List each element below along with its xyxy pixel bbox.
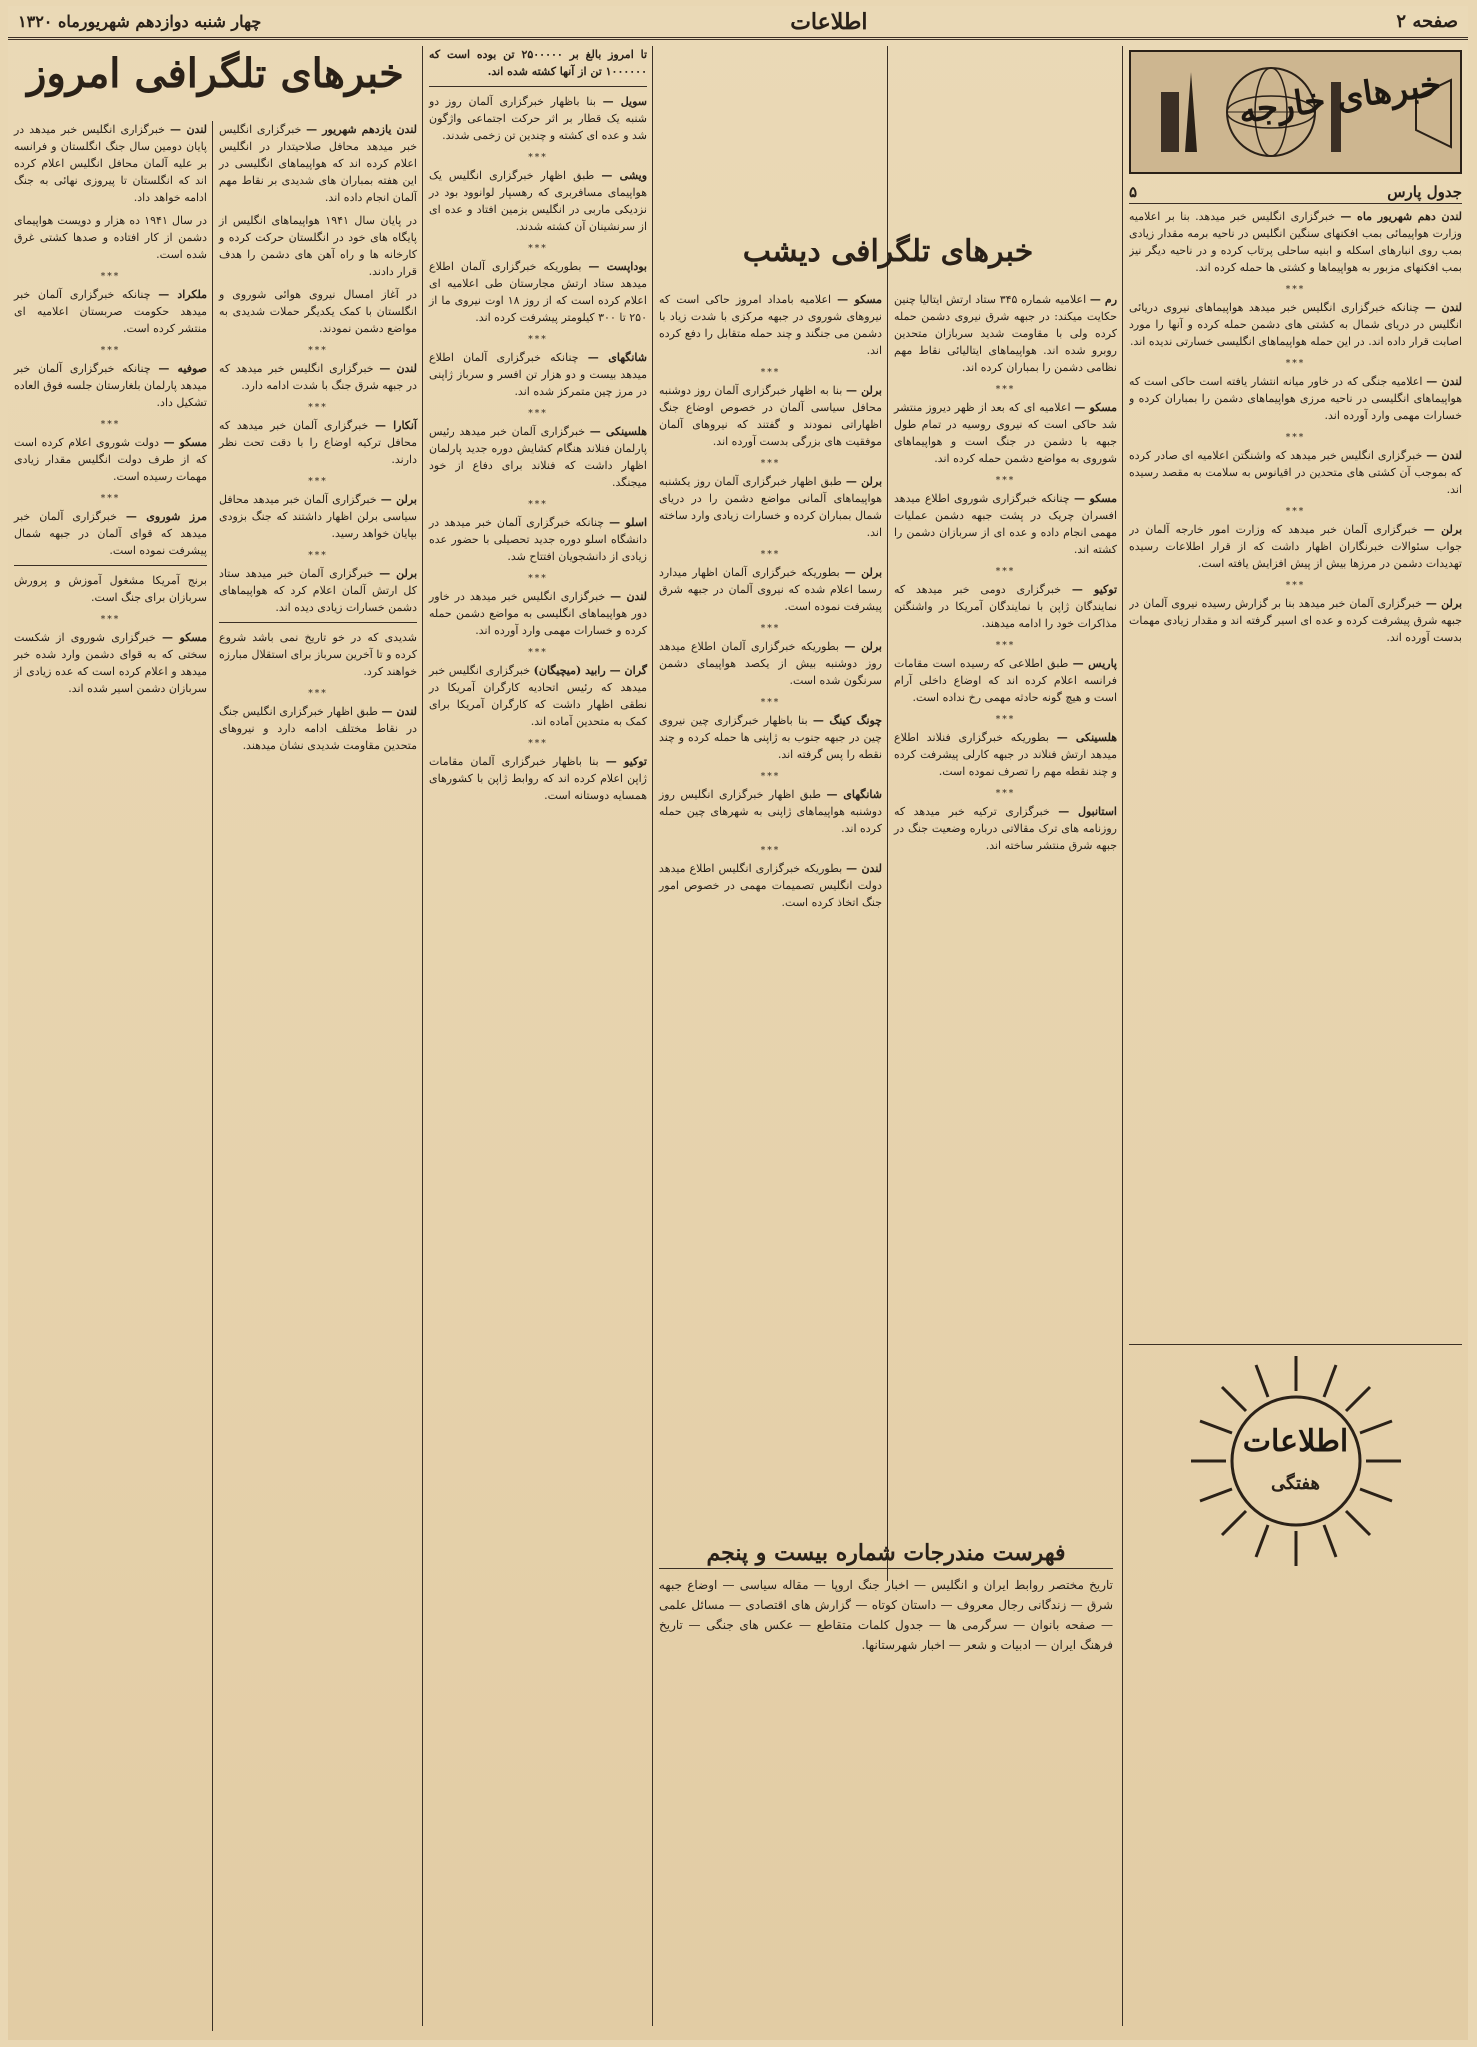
column-mark: ۵: [1129, 183, 1138, 201]
toc-title: فهرست مندرجات شماره بیست و پنجم: [706, 1541, 1066, 1566]
news-item: رم — اعلامیه شماره ۳۴۵ ستاد ارتش ایتالیا چنین حکایت میکند: در جبهه شرق نیروی دشمن حمله کرده ولی با مقاومت شدید سربازان متحدین روبرو شده اند. هواپیماهای ایتالیائی نقاط مهم نظامی دشمن را بمباران کرده اند.: [894, 293, 1118, 374]
news-item: *** شانگهای — طبق اظهار خبرگزاری انگلیس روز دوشنبه هواپیماهای ژاپنی به شهرهای چین حمله کرده اند.: [659, 772, 882, 835]
news-item: *** پاریس — طبق اطلاعی که رسیده است مقامات فرانسه اعلام کرده اند که اوضاع داخلی آرام است و هیچ گونه حادثه مهمی رخ نداده است.: [894, 641, 1117, 704]
news-item: در پایان سال ۱۹۴۱ هواپیماهای انگلیس از پایگاه های خود در انگلستان حرکت کرده و کارخانه ها و راه آهن های دشمن را هدف قرار دادند.: [219, 214, 417, 278]
news-item: *** برلن — طبق اظهار خبرگزاری آلمان روز یکشنبه هواپیماهای آلمانی مواضع دشمن را در دریای شمال بمباران کرده و خسارات زیادی وارد ساخته اند.: [659, 459, 883, 539]
news-item: *** لندن — چنانکه خبرگزاری انگلیس خبر میدهد هواپیماهای نیروی دریائی انگلیس در دریای شمال به کشتی های دشمن حمله کرده و آنها را مورد اصابت قرار داده اند. در این حمله هواپیماهای انگلیسی خسارتی ندیده اند.: [1129, 285, 1462, 348]
news-item: *** توکیو — بنا باظهار خبرگزاری آلمان مقامات ژاپن اعلام کرده اند که روابط ژاپن با کشورهای همسایه دوستانه است.: [429, 739, 647, 802]
news-item: *** آنکارا — خبرگزاری آلمان خبر میدهد که محافل ترکیه اوضاع را با دقت تحت نظر دارند.: [219, 403, 417, 466]
news-item: *** برلن — بنا به اظهار خبرگزاری آلمان روز دوشنبه محافل سیاسی آلمان در خصوص اوضاع جنگ اظهاراتی نمودند و گفتند که نیروهای آلمان موفقیت های بزرگی بدست آورده اند.: [659, 368, 882, 448]
left-headline-box: [8, 46, 423, 116]
news-item: *** مرز شوروی — خبرگزاری آلمان خبر میدهد که قوای آلمان در جبهه شمال پیشرفت نموده است.: [14, 494, 207, 557]
news-item: *** مسکو — دولت شوروی اعلام کرده است که از طرف دولت انگلیس مقدار زیادی مهمات رسیده است.: [14, 420, 207, 483]
left-headline: خبرهای تلگرافی امروز: [27, 50, 404, 97]
news-item: *** برلن — بطوریکه خبرگزاری آلمان اظهار میدارد رسما اعلام شده که نیروی آلمان در جبهه شرق پیشرفت نموده است.: [659, 550, 883, 613]
middle-headline-box: [653, 226, 1123, 286]
news-item: *** توکیو — خبرگزاری دومی خبر میدهد که نمایندگان ژاپن با نمایندگان آمریکا در واشنگتن مذاکرات خود را ادامه میدهند.: [894, 567, 1117, 630]
toc-box: [1129, 1351, 1462, 1571]
news-item: شدیدی که در خو تاریخ نمی باشد شروع کرده و تا آخرین سرباز برای استقلال مبارزه خواهند کرد.: [219, 631, 417, 678]
news-item: برنج آمریکا مشغول آموزش و پرورش سربازان برای جنگ است.: [14, 574, 207, 604]
news-item: لندن دهم شهریور ماه — خبرگزاری انگلیس خبر میدهد. بنا بر اعلامیه وزارت هواپیمائی بمب افکنهای سنگین انگلیس در ناحیه برمه مقدار زیادی بمب روی انبارهای اسکله و ابنیه ساحلی پرتاب کرده و در ناحیه دیگر نیز بمب افکنهای مزبور به هواپیماها و کشتی ها حمله کرده اند.: [1129, 210, 1462, 274]
news-item: *** برلن — بطوریکه خبرگزاری آلمان اطلاع میدهد روز دوشنبه بیش از یکصد هواپیمای دشمن سرنگون شده است.: [659, 624, 882, 687]
toc-text: تاریخ مختصر روابط ایران و انگلیس — اخبار جنگ اروپا — مقاله سیاسی — اوضاع جبهه شرق — زندگانی رجال معروف — داستان کوتاه — گزارش های اقتصادی — مسائل علمی — صفحه بانوان — سرگرمی ها — جدول کلمات متقاطع — عکس های جنگی — تاریخ فرهنگ ایران — ادبیات و شعر — اخبار شهرستانها.: [659, 1578, 1113, 1652]
news-item: *** برلن — خبرگزاری آلمان خبر میدهد بنا بر گزارش رسیده نیروی آلمان در جبهه شرق پیشرفت کرده و عده ای اسیر گرفته اند و مقدار زیادی مهمات بدست آورده اند.: [1129, 581, 1462, 644]
news-item: *** برلن — خبرگزاری آلمان خبر میدهد محافل سیاسی برلن اظهار داشتند که جنگ بزودی بپایان خواهد رسید.: [219, 477, 417, 540]
news-item: *** برلن — خبرگزاری آلمان خبر میدهد ستاد کل ارتش آلمان اعلام کرد که هواپیماهای دشمن خسارات زیادی دیده اند.: [219, 551, 418, 614]
news-item: *** لندن — خبرگزاری انگلیس خبر میدهد در خاور دور هواپیماهای انگلیسی به مواضع دشمن حمله کرده و خسارات مهمی وارد آورده اند.: [429, 574, 647, 637]
logo-text: اطلاعات: [1242, 1424, 1349, 1459]
masthead: [8, 6, 1468, 40]
news-item: *** ملکراد — چنانکه خبرگزاری آلمان خبر میدهد حکومت صربستان اعلامیه ای منتشر کرده است.: [14, 272, 207, 335]
news-item: *** چونگ کینگ — بنا باظهار خبرگزاری چین نیروی چین در جبهه جنوب به ژاپنی ها حمله کرده و چند نقطه را پس گرفته اند.: [659, 698, 883, 761]
newspaper-page: [8, 6, 1468, 2040]
foreign-news-banner: [1129, 50, 1462, 174]
news-item: *** مسکو — اعلامیه ای که بعد از ظهر دیروز منتشر شد حاکی است که نیروی روسیه در تمام طول جبهه با دشمن در جنگ است و هواپیماهای شوروی به مواضع دشمن حمله کرده اند.: [894, 385, 1118, 465]
news-item: *** لندن — بطوریکه خبرگزاری انگلیس اطلاع میدهد دولت انگلیس تصمیمات مهمی در خصوص امور جنگ اتخاذ کرده است.: [659, 846, 883, 909]
middle-column-a: [888, 291, 1123, 1536]
news-item: *** مسکو — خبرگزاری شوروی از شکست سختی که به قوای دشمن وارد شده خبر میدهد و اعلام کرده است که عده زیادی از سربازان دشمن اسیر شده اند.: [14, 615, 207, 695]
news-item: *** ویشی — طبق اظهار خبرگزاری انگلیس یک هواپیمای مسافربری که رهسپار لوانوود بود در نزدیکی ماربی در انگلیس بزمین افتاد و عده ای از سرنشینان آن کشته شدند.: [429, 153, 648, 233]
news-item: *** لندن — طبق اظهار خبرگزاری انگلیس جنگ در نقاط مختلف ادامه دارد و نیروهای متحدین مقاومت شدیدی نشان میدهند.: [219, 689, 417, 752]
news-item: *** شانگهای — چنانکه خبرگزاری آلمان اطلاع میدهد بیست و دو هزار تن افسر و سرباز ژاپنی در مرز چین متمرکز شده اند.: [429, 335, 647, 398]
toc-section: [653, 1541, 1468, 2001]
news-item: لندن — خبرگزاری انگلیس خبر میدهد در پایان دومین سال جنگ انگلستان و فرانسه بر علیه آلمان محافل انگلیس اعلام کرده اند که انگلستان تا پیروزی نهائی به جنگ ادامه خواهد داد.: [14, 123, 207, 204]
news-item: *** بوداپست — بطوریکه خبرگزاری آلمان اطلاع میدهد ستاد ارتش مجارستان طی اعلامیه ای اعلام کرده است که از روز ۱۸ اوت نیروی ما از ۲۵۰ تا ۳۰۰ کیلومتر پیشرفت کرده اند.: [429, 244, 647, 324]
news-item: *** هلسینکی — خبرگزاری آلمان خبر میدهد رئیس پارلمان فنلاند هنگام کشایش دوره جدید پارلمان اظهار داشت که فنلاند برای دفاع از خود میجنگد.: [429, 409, 647, 489]
news-column-c: [423, 46, 653, 2031]
news-item: در سال ۱۹۴۱ ده هزار و دویست هواپیمای دشمن از کار افتاده و صدها کشتی غرق شده است.: [14, 214, 208, 261]
news-item: *** هلسینکی — بطوریکه خبرگزاری فنلاند اطلاع میدهد ارتش فنلاند در جبهه کارلی پیشرفت کرده و چند نقطه مهم را تصرف نموده است.: [894, 715, 1118, 778]
middle-column-b: [653, 291, 888, 1536]
news-column-e: [8, 121, 213, 2031]
news-item: *** گران — رابید (میچیگان) خبرگزاری انگلیس خبر میدهد که رئیس اتحادیه کارگران آمریکا در نطقی اظهار داشت که کارگران آمریکا برای کمک به متحدین آماده اند.: [429, 648, 647, 728]
news-item: مسکو — اعلامیه بامداد امروز حاکی است که نیروهای شوروی در جبهه مرکزی با شدت زیاد با دشمن می جنگند و چند حمله متقابل را دفع کرده اند.: [659, 293, 883, 357]
column-header: [1129, 182, 1462, 204]
news-item: *** برلن — خبرگزاری آلمان خبر میدهد که وزارت امور خارجه آلمان در جواب سئوالات خبرنگاران اظهار داشت که از قرار اطلاعات رسیده تهدیدات دشمن در مرزها بیش از پیش افزایش یافته است.: [1129, 507, 1462, 570]
issue-date: چهار شنبه دوازدهم شهریورماه ۱۳۲۰: [18, 12, 262, 31]
banner-title: خبرهای خارجه: [1236, 64, 1444, 132]
column-title: جدول پارس: [1387, 183, 1462, 201]
ettelaat-weekly-logo: [1186, 1351, 1406, 1571]
middle-headline: خبرهای تلگرافی دیشب: [742, 234, 1034, 269]
news-item: لندن یازدهم شهریور — خبرگزاری انگلیس خبر میدهد محافل صلاحیتدار در انگلیس اعلام کرده اند که هواپیماهای انگلیسی در این هفته بمباران های شدیدی بر نقاط مهم آلمان انجام داده اند.: [219, 123, 417, 204]
news-item: *** مسکو — چنانکه خبرگزاری شوروی اطلاع میدهد افسران چریک در پشت جبهه دشمن عملیات مهمی انجام داده و عده ای از سربازان دشمن را کشته اند.: [894, 476, 1117, 556]
news-item: در آغاز امسال نیروی هوائی شوروی و انگلستان با کمک یکدیگر حملات شدیدی به مواضع دشمن نمودند.: [219, 288, 417, 335]
right-news-list: [1129, 208, 1462, 1338]
intro-text: تا امروز بالغ بر ۲۵۰۰۰۰۰ تن بوده است که ۱۰۰۰۰۰۰ تن از آنها کشته شده اند.: [429, 48, 648, 78]
logo-subtext: هفتگی: [1271, 1473, 1320, 1494]
news-item: *** استانبول — خبرگزاری ترکیه خبر میدهد که روزنامه های ترک مقالاتی درباره وضعیت جنگ در جبهه شرق منتشر ساخته اند.: [894, 789, 1117, 852]
news-item: *** لندن — خبرگزاری انگلیس خبر میدهد که واشنگتن اعلامیه ای صادر کرده که بموجب آن کشتی های متحدین در اقیانوس به سلامت به مقصد رسیده اند.: [1129, 433, 1462, 496]
paper-name: اطلاعات: [790, 8, 868, 35]
news-item: *** صوفیه — چنانکه خبرگزاری آلمان خبر میدهد پارلمان بلغارستان جلسه فوق العاده تشکیل داد.: [14, 346, 207, 409]
news-item: *** لندن — اعلامیه جنگی که در خاور میانه انتشار یافته است حاکی است که هواپیماهای انگلیسی در ناحیه مرزی هواپیماهای دشمن را بمباران کرده و خسارات مهمی وارد آورده اند.: [1129, 359, 1462, 422]
news-column-d: [213, 121, 423, 2031]
news-item: *** لندن — خبرگزاری انگلیس خبر میدهد که در جبهه شرق جنگ با شدت ادامه دارد.: [219, 346, 417, 392]
page-number: صفحه ۲: [1396, 11, 1458, 32]
news-item: *** اسلو — چنانکه خبرگزاری آلمان خبر میدهد در دانشگاه اسلو دوره جدید تحصیلی با حضور عده زیادی از دانشجویان افتتاح شد.: [429, 500, 647, 563]
news-item: سویل — بنا باظهار خبرگزاری آلمان روز دو شنبه یک قطار بر اثر حرکت اجتماعی واژگون شد و عده ای کشته و چندین تن زخمی شدند.: [429, 95, 647, 142]
